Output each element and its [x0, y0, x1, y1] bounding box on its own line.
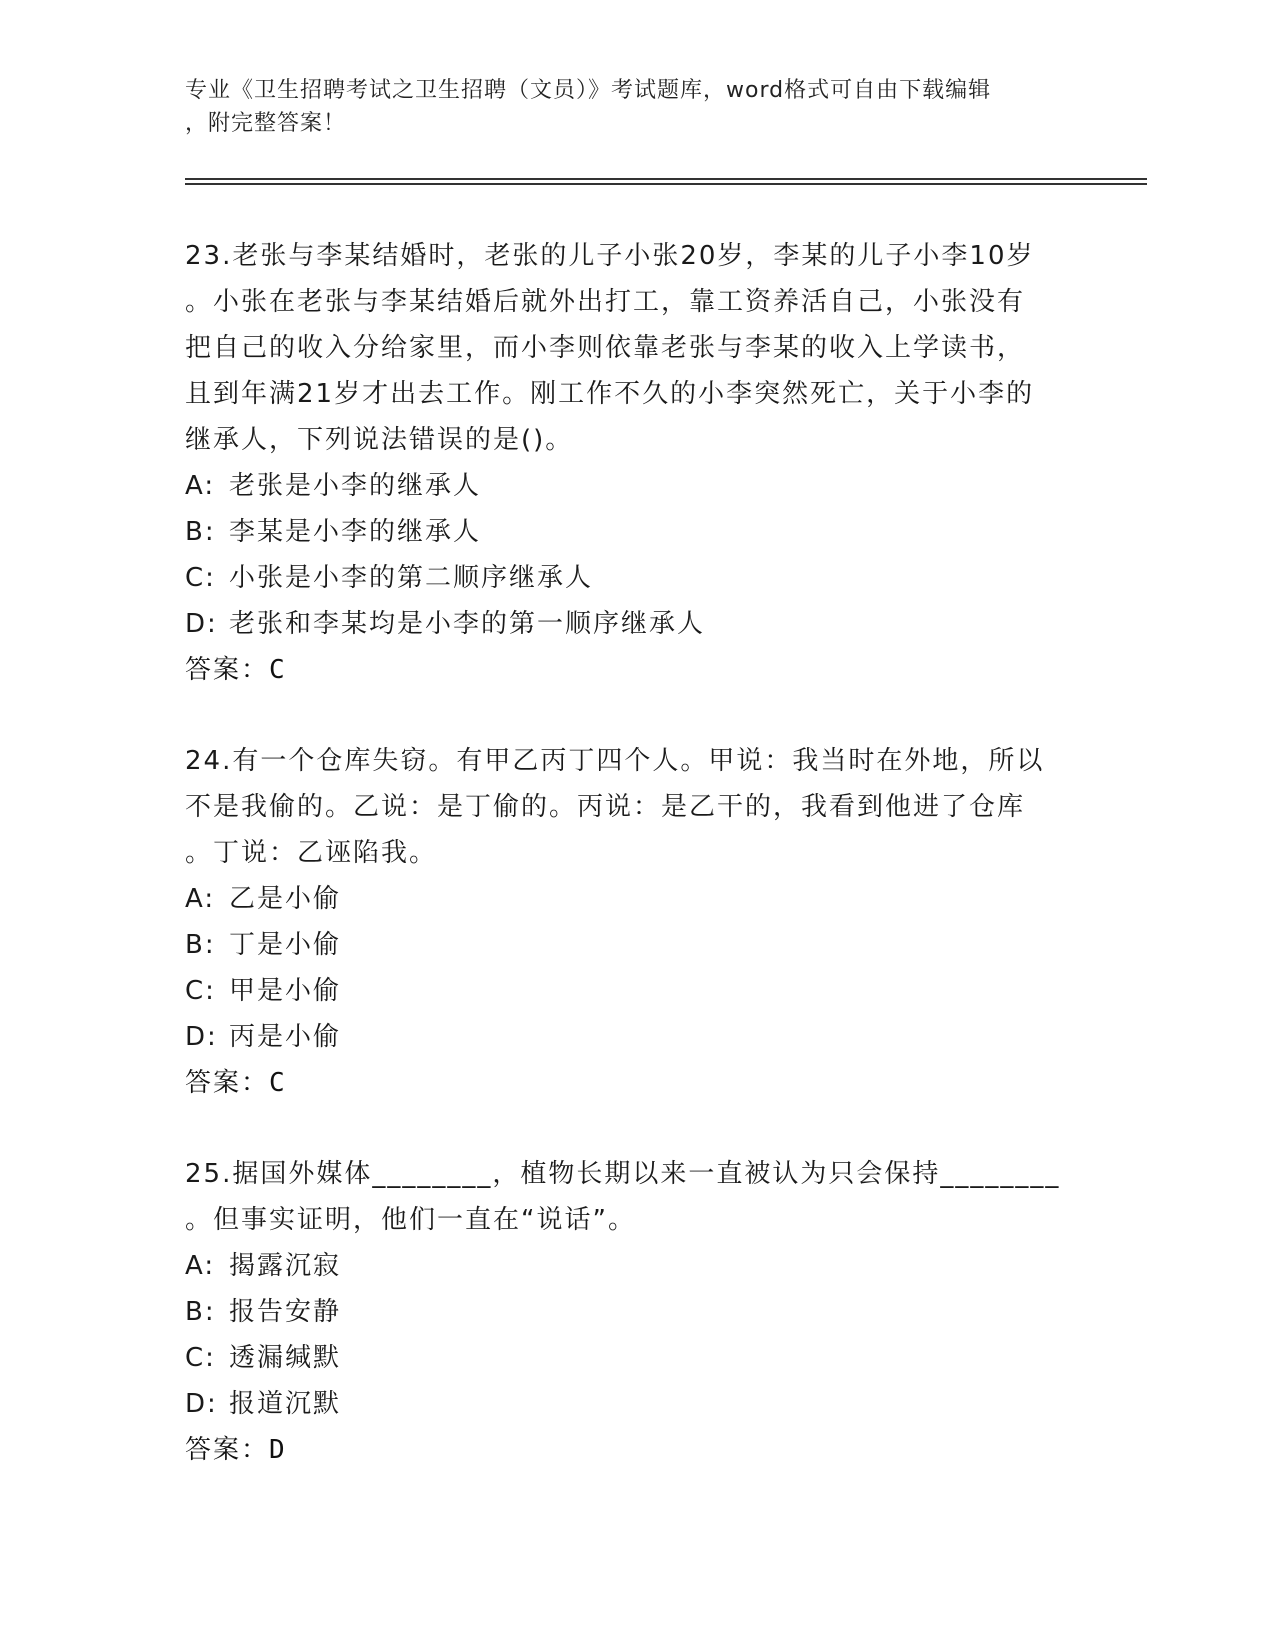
- option-key: B:: [185, 517, 216, 547]
- stem-line: 25.据国外媒体________，植物长期以来一直被认为只会保持________: [185, 1159, 1061, 1189]
- option-text: 揭露沉寂: [229, 1251, 342, 1281]
- question-24: [185, 738, 1065, 1106]
- option-key: C:: [185, 976, 216, 1006]
- answer-value: D: [269, 1435, 287, 1465]
- option-key: A:: [185, 884, 216, 914]
- stem-line: 且到年满21岁才出去工作。刚工作不久的小李突然死亡，关于小李的: [185, 379, 1035, 409]
- answer-label: 答案：: [185, 655, 270, 685]
- option-d: [185, 1014, 1065, 1060]
- option-d: [185, 601, 1065, 647]
- option-text: 老张和李某均是小李的第一顺序继承人: [229, 609, 706, 639]
- option-text: 小张是小李的第二顺序继承人: [229, 563, 594, 593]
- answer-label: 答案：: [185, 1435, 270, 1465]
- answer-line: [185, 1427, 1065, 1473]
- option-text: 甲是小偷: [229, 976, 342, 1006]
- option-b: [185, 1289, 1065, 1335]
- option-text: 乙是小偷: [229, 884, 342, 914]
- option-text: 老张是小李的继承人: [229, 471, 482, 501]
- stem-line: 23.老张与李某结婚时，老张的儿子小张20岁，李某的儿子小李10岁: [185, 241, 1035, 271]
- stem-line: 不是我偷的。乙说：是丁偷的。丙说：是乙干的，我看到他进了仓库: [185, 792, 1026, 822]
- option-key: A:: [185, 471, 216, 501]
- option-d: [185, 1381, 1065, 1427]
- document-header: [185, 74, 1065, 140]
- option-c: [185, 968, 1065, 1014]
- option-text: 丁是小偷: [229, 930, 342, 960]
- question-list: [185, 233, 1065, 1518]
- option-key: C:: [185, 1343, 216, 1373]
- option-text: 李某是小李的继承人: [229, 517, 482, 547]
- answer-line: [185, 1060, 1065, 1106]
- question-stem: [185, 233, 1065, 463]
- option-a: [185, 876, 1065, 922]
- option-key: A:: [185, 1251, 216, 1281]
- header-line-1: 专业《卫生招聘考试之卫生招聘（文员）》考试题库，word格式可自由下载编辑: [185, 78, 992, 103]
- header-line-2: ，附完整答案！: [185, 111, 347, 136]
- option-c: [185, 1335, 1065, 1381]
- option-b: [185, 509, 1065, 555]
- answer-value: C: [269, 1068, 287, 1098]
- answer-line: [185, 647, 1065, 693]
- option-key: B:: [185, 1297, 216, 1327]
- stem-line: 24.有一个仓库失窃。有甲乙丙丁四个人。甲说：我当时在外地，所以: [185, 746, 1045, 776]
- stem-line: 。丁说：乙诬陷我。: [185, 838, 438, 868]
- question-23: [185, 233, 1065, 693]
- question-stem: [185, 1151, 1065, 1243]
- header-rule-top: [185, 178, 1147, 180]
- stem-line: 。小张在老张与李某结婚后就外出打工，靠工资养活自己，小张没有: [185, 287, 1026, 317]
- option-key: D:: [185, 1389, 218, 1419]
- answer-label: 答案：: [185, 1068, 270, 1098]
- option-a: [185, 463, 1065, 509]
- option-text: 报道沉默: [229, 1389, 342, 1419]
- option-a: [185, 1243, 1065, 1289]
- option-c: [185, 555, 1065, 601]
- question-25: [185, 1151, 1065, 1473]
- answer-value: C: [269, 655, 287, 685]
- stem-line: 继承人，下列说法错误的是()。: [185, 425, 574, 455]
- option-b: [185, 922, 1065, 968]
- option-text: 透漏缄默: [229, 1343, 342, 1373]
- option-key: D:: [185, 609, 218, 639]
- question-stem: [185, 738, 1065, 876]
- option-text: 报告安静: [229, 1297, 342, 1327]
- option-key: B:: [185, 930, 216, 960]
- option-key: D:: [185, 1022, 218, 1052]
- option-text: 丙是小偷: [229, 1022, 342, 1052]
- stem-line: 把自己的收入分给家里，而小李则依靠老张与李某的收入上学读书，: [185, 333, 1026, 363]
- option-key: C:: [185, 563, 216, 593]
- header-rule-bottom: [185, 183, 1147, 185]
- stem-line: 。但事实证明，他们一直在“说话”。: [185, 1205, 636, 1235]
